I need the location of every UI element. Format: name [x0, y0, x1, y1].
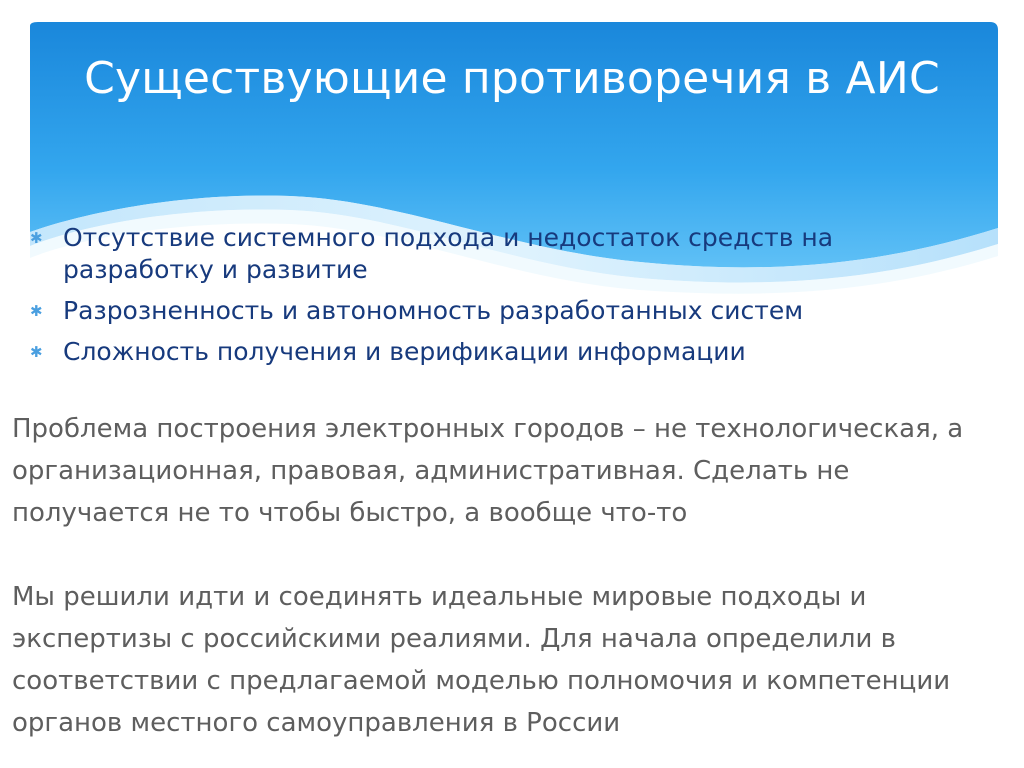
- asterisk-bullet-icon: ✱: [30, 343, 43, 361]
- body-paragraph: Проблема построения электронных городов – не технологическая, а организационная, правовая, административная. Сделать не получается не то чтобы быстро, а вообще что-то: [12, 414, 964, 528]
- bullet-text: Сложность получения и верификации информации: [63, 337, 746, 366]
- asterisk-bullet-icon: ✱: [30, 302, 43, 320]
- slide-body: [12, 408, 1012, 744]
- bullet-text: Разрозненность и автономность разработанных систем: [63, 296, 804, 325]
- bullet-list: [30, 222, 990, 377]
- slide-title: Существующие противоречия в АИС: [84, 53, 940, 104]
- asterisk-bullet-icon: ✱: [30, 229, 43, 247]
- bullet-text: Отсутствие системного подхода и недостаток средств на разработку и развитие: [63, 223, 834, 284]
- bullet-item: [30, 336, 990, 368]
- bullet-item: [30, 295, 990, 327]
- body-paragraph: Мы решили идти и соединять идеальные мировые подходы и экспертизы с российскими реалиями. Для начала определили в соответствии с предлагаемой моделью полномочия и компетенции органов местного самоуправления в России: [12, 582, 951, 738]
- bullet-item: [30, 222, 990, 286]
